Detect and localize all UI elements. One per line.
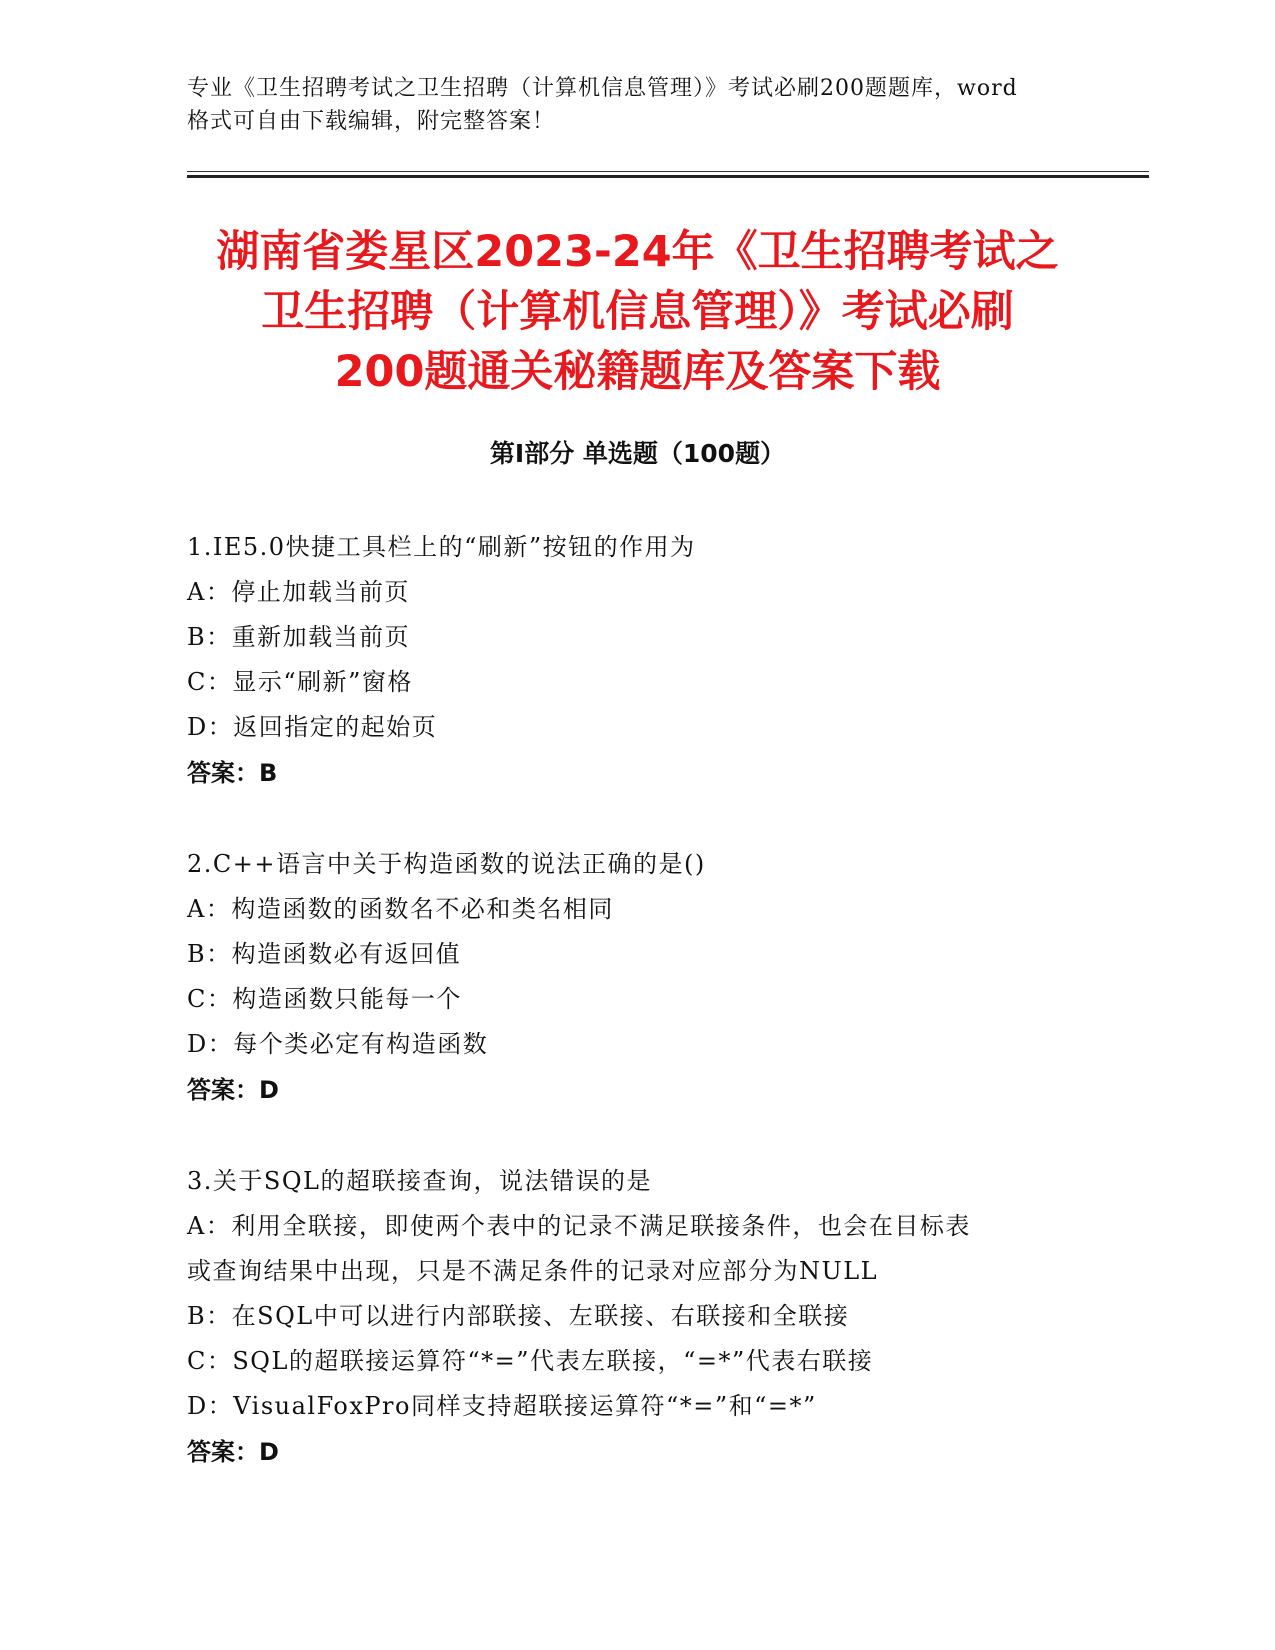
option-d: D：VisualFoxPro同样支持超联接运算符“*=”和“=*” xyxy=(187,1392,817,1420)
document-title xyxy=(150,222,1125,402)
question-3 xyxy=(187,1159,1087,1475)
header-note-line-2: 格式可自由下载编辑，附完整答案！ xyxy=(187,109,556,134)
document-title-line-1: 湖南省娄星区2023-24年《卫生招聘考试之 xyxy=(216,227,1059,277)
option-c: C：显示“刷新”窗格 xyxy=(187,668,413,696)
answer-label: 答案：D xyxy=(187,1076,279,1104)
answer-label: 答案：D xyxy=(187,1438,279,1466)
question-stem: 3.关于SQL的超联接查询，说法错误的是 xyxy=(187,1167,652,1195)
option-c: C：构造函数只能每一个 xyxy=(187,985,462,1013)
section-title: 第Ⅰ部分 单选题（100题） xyxy=(489,439,786,468)
question-2 xyxy=(187,842,1087,1113)
document-title-line-3: 200题通关秘籍题库及答案下载 xyxy=(334,347,941,397)
option-a: A：构造函数的函数名不必和类名相同 xyxy=(187,895,614,923)
question-stem: 1.IE5.0快捷工具栏上的“刷新”按钮的作用为 xyxy=(187,533,696,561)
option-b: B：构造函数必有返回值 xyxy=(187,940,462,968)
header-note xyxy=(187,72,1087,138)
question-list xyxy=(187,525,1087,1521)
header-rule-thick xyxy=(187,175,1149,178)
option-a: A：利用全联接，即使两个表中的记录不满足联接条件，也会在目标表 xyxy=(187,1212,971,1240)
option-b: B：在SQL中可以进行内部联接、左联接、右联接和全联接 xyxy=(187,1302,850,1330)
option-a-continued: 或查询结果中出现，只是不满足条件的记录对应部分为NULL xyxy=(187,1257,879,1285)
option-c: C：SQL的超联接运算符“*=”代表左联接，“=*”代表右联接 xyxy=(187,1347,874,1375)
header-rule-thin xyxy=(187,171,1149,172)
option-b: B：重新加载当前页 xyxy=(187,623,411,651)
option-a: A：停止加载当前页 xyxy=(187,578,410,606)
option-d: D：每个类必定有构造函数 xyxy=(187,1030,489,1058)
question-1 xyxy=(187,525,1087,796)
option-d: D：返回指定的起始页 xyxy=(187,713,438,741)
question-stem: 2.C++语言中关于构造函数的说法正确的是() xyxy=(187,850,706,878)
header-note-line-1: 专业《卫生招聘考试之卫生招聘（计算机信息管理）》考试必刷200题题库，word xyxy=(187,76,1018,101)
document-title-line-2: 卫生招聘（计算机信息管理）》考试必刷 xyxy=(261,287,1014,337)
answer-label: 答案：B xyxy=(187,759,278,787)
